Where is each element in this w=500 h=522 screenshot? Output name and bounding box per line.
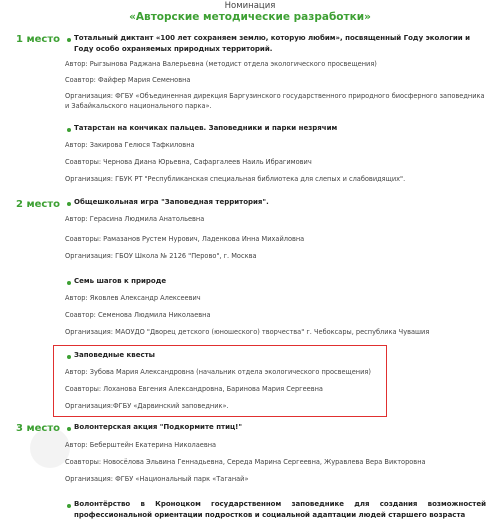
place-label-third: 3 место — [16, 423, 60, 434]
entry-coauthors: Соавтор: Семенова Людмила Николаевна — [65, 311, 211, 319]
entry-author: Автор: Беберштейн Екатерина Николаевна — [65, 441, 217, 449]
entry-title: Тотальный диктант «100 лет сохраняем землю, которую любим», посвященный Году экологии и Году особо охраняемых природных территорий. — [74, 34, 471, 53]
bullet-icon — [67, 281, 71, 285]
entry-title: Семь шагов к природе — [74, 277, 167, 285]
entry-coauthors: Соавторы: Лоханова Евгения Александровна, Баринова Мария Сергеевна — [65, 385, 323, 393]
entry-author: Автор: Зубова Мария Александровна (начальник отдела экологического просвещения) — [65, 368, 371, 376]
bullet-icon — [67, 128, 71, 132]
entry-author: Автор: Рыгзынова Раджана Валерьевна (методист отдела экологического просвещения) — [65, 60, 377, 68]
entry-author: Автор: Герасина Людмила Анатольевна — [65, 215, 205, 223]
entry-coauthors: Соавторы: Рамазанов Рустем Нурович, Ладенкова Инна Михайловна — [65, 235, 305, 243]
entry-coauthors: Соавтор: Файфер Мария Семеновна — [65, 76, 191, 84]
place-label-second: 2 место — [16, 199, 60, 210]
bullet-icon — [67, 427, 71, 431]
entry-title: Заповедные квесты — [74, 351, 155, 359]
entry-author: Автор: Закирова Гелюся Тафкиловна — [65, 141, 195, 149]
bullet-icon — [67, 202, 71, 206]
entry-organization: Организация: ГБУК РТ "Республиканская специальная библиотека для слепых и слабовидящих". — [65, 175, 406, 183]
entry-title: Общешкольная игра "Заповедная территория". — [74, 198, 269, 206]
entry-organization: Организация: МАОУДО "Дворец детского (юношеского) творчества" г. Чебоксары, республика Чувашия — [65, 328, 430, 336]
entry-title: Волонтерская акция "Подкормите птиц!" — [74, 423, 243, 431]
bullet-icon — [67, 38, 71, 42]
entry-author: Автор: Яковлев Александр Алексеевич — [65, 294, 201, 302]
watermark — [30, 428, 70, 468]
bullet-icon — [67, 504, 71, 508]
entry-coauthors: Соавторы: Новосёлова Эльвина Геннадьевна, Середа Марина Сергеевна, Журавлева Вера Викторовна — [65, 458, 426, 466]
entry-organization: Организация:ФГБУ «Дарвинский заповедник». — [65, 402, 229, 410]
nomination-title: «Авторские методические разработки» — [129, 11, 371, 23]
place-label-first: 1 место — [16, 34, 60, 45]
entry-title: Волонтёрство в Кроноцком государственном заповеднике для создания возможностей профессиональной ориентации подростков и социальной адаптации людей старшего возраста — [74, 500, 486, 519]
entry-coauthors: Соавторы: Чернова Диана Юрьевна, Сафаргалеев Наиль Ибрагимович — [65, 158, 312, 166]
entry-organization: Организация: ГБОУ Школа № 2126 "Перово", г. Москва — [65, 252, 257, 260]
bullet-icon — [67, 355, 71, 359]
entry-title: Татарстан на кончиках пальцев. Заповедники и парки незрячим — [74, 124, 338, 132]
entry-organization: Организация: ФГБУ «Объединенная дирекция Баргузинского государственного природного биосферного заповедника и Забайкальского национального парка». — [65, 92, 485, 110]
nomination-label: Номинация — [224, 1, 276, 11]
entry-organization: Организация: ФГБУ «Национальный парк «Таганай» — [65, 475, 249, 483]
